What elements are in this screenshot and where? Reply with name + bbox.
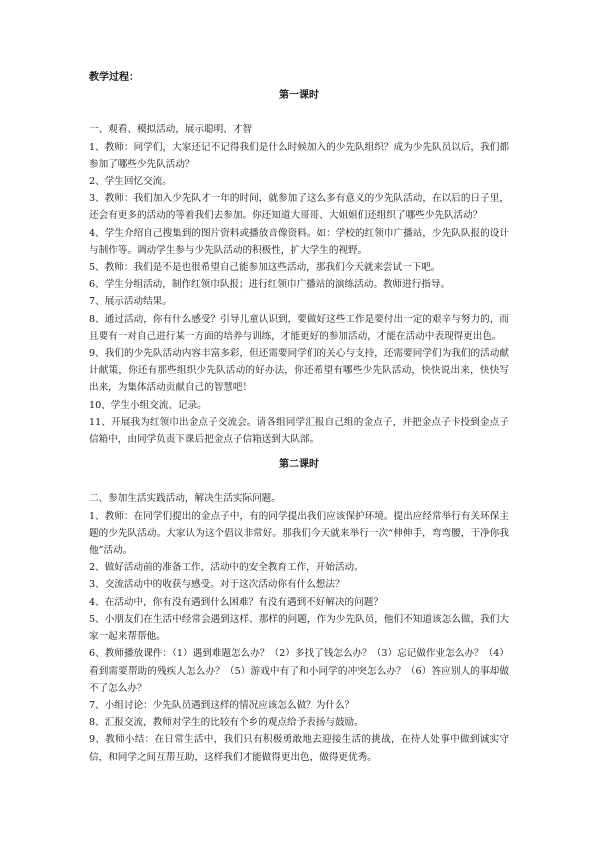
lesson-1-paragraph: 5、教师：我们是不是也很希望自己能参加这些活动，那我们今天就来尝试一下吧。 <box>89 262 441 274</box>
lesson-2-title: 第二课时 <box>279 459 319 471</box>
lesson-2-paragraph: 6、教师播放课件：（1）遇到难题怎么办？（2）多找了钱怎么办？（3）忘记做作业怎么办？（4）看到需要帮助的残疾人怎么办？（5）游戏中有了和小同学的冲突怎么办？（6）答应别人的事却做不了怎么办？ <box>89 648 509 694</box>
lesson-1-paragraph: 一、观看、模拟活动，展示聪明、才智 <box>89 124 253 136</box>
lesson-2-paragraph: 1、教师：在同学们提出的金点子中，有的同学提出我们应该保护环境。提出应经常举行有关环保主题的少先队活动。大家认为这个倡议非常好。那我们今天就来举行一次“伸伸手，弯弯腰，干净你我他”活动。 <box>89 510 509 557</box>
lesson-2-paragraph: 5、小朋友们在生活中经常会遇到这样、那样的问题，作为少先队员，他们不知道该怎么做，我们大家一起来帮帮他。 <box>89 613 509 643</box>
lesson-2-paragraph: 2、做好活动前的准备工作，活动中的安全教育工作，开始活动。 <box>89 562 364 574</box>
lesson-2-paragraph: 3、交流活动中的收获与感受。对于这次活动你有什么想法？ <box>89 579 345 591</box>
lesson-2-paragraph: 8、汇报交流，教师对学生的比较有个乡的观点给予表扬与鼓励。 <box>89 717 364 729</box>
lesson-1-paragraph: 11、开展我为红领巾出金点子交流会。请各组同学汇报自己组的金点子，并把金点子卡投到金点子信箱中，由同学负责下课后把金点子信箱送到大队部。 <box>89 416 509 446</box>
lesson-1-body <box>89 121 509 448</box>
lesson-1-paragraph: 7、展示活动结果。 <box>89 296 172 308</box>
lesson-2-paragraph: 4、在活动中，你有没有遇到什么困难？有没有遇到不好解决的问题？ <box>89 596 383 608</box>
lesson-1-paragraph: 6、学生分组活动，制作红领巾队报；进行红领巾广播站的演练活动。教师进行指导。 <box>89 279 451 291</box>
lesson-1-paragraph: 1、教师：同学们，大家还记不记得我们是什么时候加入的少先队组织？成为少先队员以后，我们都参加了哪些少先队活动？ <box>89 141 509 170</box>
lesson-1-paragraph: 10、学生小组交流、记录。 <box>89 399 207 411</box>
lesson-2-paragraph: 9、教师小结：在日常生活中，我们只有积极勇敢地去迎接生活的挑战，在待人处事中做到诚实守信，和同学之间互帮互助，这样我们才能做得更出色，做得更优秀。 <box>89 734 509 763</box>
lesson-1-paragraph: 3、教师：我们加入少先队才一年的时间，就参加了这么多有意义的少先队活动，在以后的日子里，还会有更多的活动的等着我们去参加。你还知道大哥哥、大姐姐们还组织了哪些少先队活动？ <box>89 193 509 222</box>
lesson-2-body <box>89 490 509 765</box>
section-heading: 教学过程： <box>89 72 139 83</box>
lesson-1-paragraph: 9、我们的少先队活动内容丰富多彩，但还需要同学们的关心与支持，还需要同学们为我们的活动献计献策，你还有那些组织少先队活动的好办法，你还希望有哪些少先队活动，快快说出来，快快写出来，为集体活动贡献自己的智慧吧！ <box>89 348 509 394</box>
lesson-2-paragraph: 7、小组讨论：少先队员遇到这样的情况应该怎么做？为什么？ <box>89 699 355 711</box>
lesson-1-paragraph: 8、通过活动，你有什么感受？引导儿童认识到，要做好这些工作是要付出一定的艰辛与努力的，而且要有一对自己进行某一方面的培养与训练，才能更好的参加活动，才能在活动中表现得更出色。 <box>89 313 509 342</box>
lesson-2-paragraph: 二、参加生活实践活动，解决生活实际问题。 <box>89 493 281 505</box>
document-content <box>89 69 509 766</box>
lesson-1-title: 第一课时 <box>279 90 319 102</box>
lesson-1-paragraph: 4、学生介绍自己搜集到的图片资料或播放音像资料。如：学校的红领巾广播站，少先队队报的设计与制作等。调动学生参与少先队活动的积极性，扩大学生的视野。 <box>89 227 509 256</box>
lesson-1-paragraph: 2、学生回忆交流。 <box>89 176 172 188</box>
